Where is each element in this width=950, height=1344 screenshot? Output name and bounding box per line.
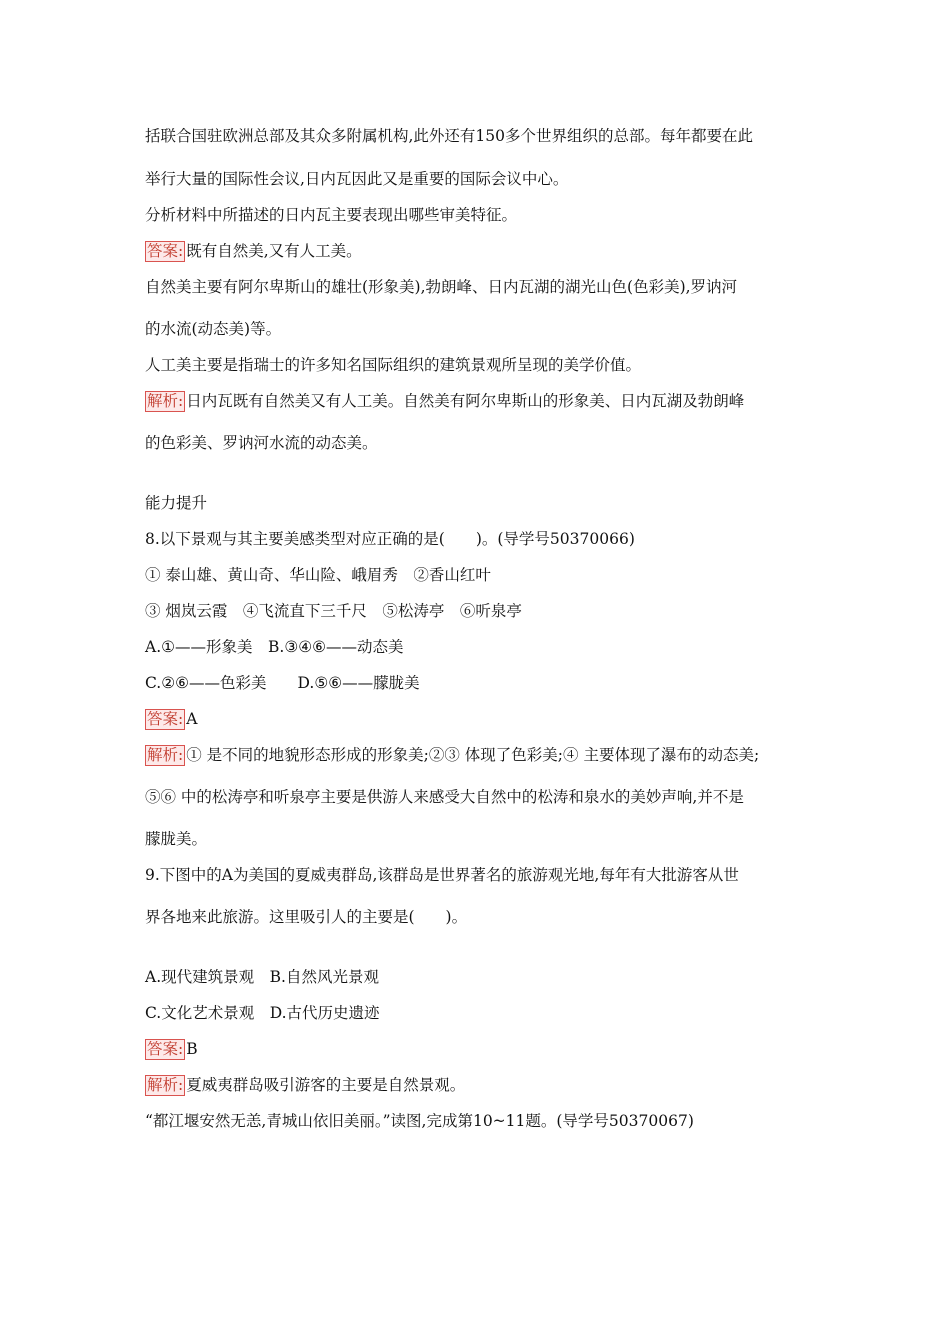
analysis-text: ① 是不同的地貌形态形成的形象美;②③ 体现了色彩美;④ 主要体现了瀑布的动态美; — [186, 746, 760, 764]
analysis-text: 夏威夷群岛吸引游客的主要是自然景观。 — [186, 1076, 466, 1094]
question-8: 8.以下景观与其主要美感类型对应正确的是( )。(导学号50370066) — [145, 530, 635, 548]
section-heading: 能力提升 — [145, 494, 208, 512]
answer-line — [145, 1038, 198, 1060]
answer-tag: 答案: — [147, 242, 184, 260]
question-9: 9.下图中的A为美国的夏威夷群岛,该群岛是世界著名的旅游观光地,每年有大批游客从世 — [145, 866, 739, 884]
answer-text: A — [186, 710, 198, 728]
question-9-options: A.现代建筑景观 B.自然风光景观 — [145, 968, 379, 986]
analysis-tag: 解析: — [147, 392, 184, 410]
analysis-tag: 解析: — [147, 746, 184, 764]
text-line: 的色彩美、罗讷河水流的动态美。 — [145, 434, 378, 452]
question-8-items: ① 泰山雄、黄山奇、华山险、峨眉秀 ②香山红叶 — [145, 566, 491, 584]
analysis-text: 日内瓦既有自然美又有人工美。自然美有阿尔卑斯山的形象美、日内瓦湖及勃朗峰 — [186, 392, 745, 410]
text-line: 自然美主要有阿尔卑斯山的雄壮(形象美),勃朗峰、日内瓦湖的湖光山色(色彩美),罗讷河 — [145, 278, 738, 296]
answer-line — [145, 708, 197, 730]
answer-tag: 答案: — [147, 1040, 184, 1058]
analysis-line — [145, 1074, 465, 1096]
question-9-options: C.文化艺术景观 D.古代历史遗迹 — [145, 1004, 380, 1022]
text-line: 人工美主要是指瑞士的许多知名国际组织的建筑景观所呈现的美学价值。 — [145, 356, 642, 374]
text-line: 举行大量的国际性会议,日内瓦因此又是重要的国际会议中心。 — [145, 170, 569, 188]
question-8-options: C.②⑥——色彩美 D.⑤⑥——朦胧美 — [145, 674, 420, 692]
answer-text: B — [186, 1040, 198, 1058]
answer-text: 既有自然美,又有人工美。 — [186, 242, 362, 260]
analysis-line — [145, 744, 759, 766]
question-text: 分析材料中所描述的日内瓦主要表现出哪些审美特征。 — [145, 206, 518, 224]
analysis-line — [145, 390, 744, 412]
text-line: 括联合国驻欧洲总部及其众多附属机构,此外还有150多个世界组织的总部。每年都要在此 — [145, 127, 754, 145]
quote-line: “都江堰安然无恙,青城山依旧美丽。”读图,完成第10~11题。(导学号50370067) — [145, 1112, 694, 1130]
question-8-items: ③ 烟岚云霞 ④飞流直下三千尺 ⑤松涛亭 ⑥听泉亭 — [145, 602, 522, 620]
text-line: 界各地来此旅游。这里吸引人的主要是( )。 — [145, 908, 468, 926]
text-line: 的水流(动态美)等。 — [145, 320, 282, 338]
answer-tag: 答案: — [147, 710, 184, 728]
answer-line — [145, 240, 362, 262]
analysis-tag: 解析: — [147, 1076, 184, 1094]
text-line: ⑤⑥ 中的松涛亭和听泉亭主要是供游人来感受大自然中的松涛和泉水的美妙声响,并不是 — [145, 788, 744, 806]
text-line: 朦胧美。 — [145, 830, 208, 848]
question-8-options: A.①——形象美 B.③④⑥——动态美 — [145, 638, 404, 656]
